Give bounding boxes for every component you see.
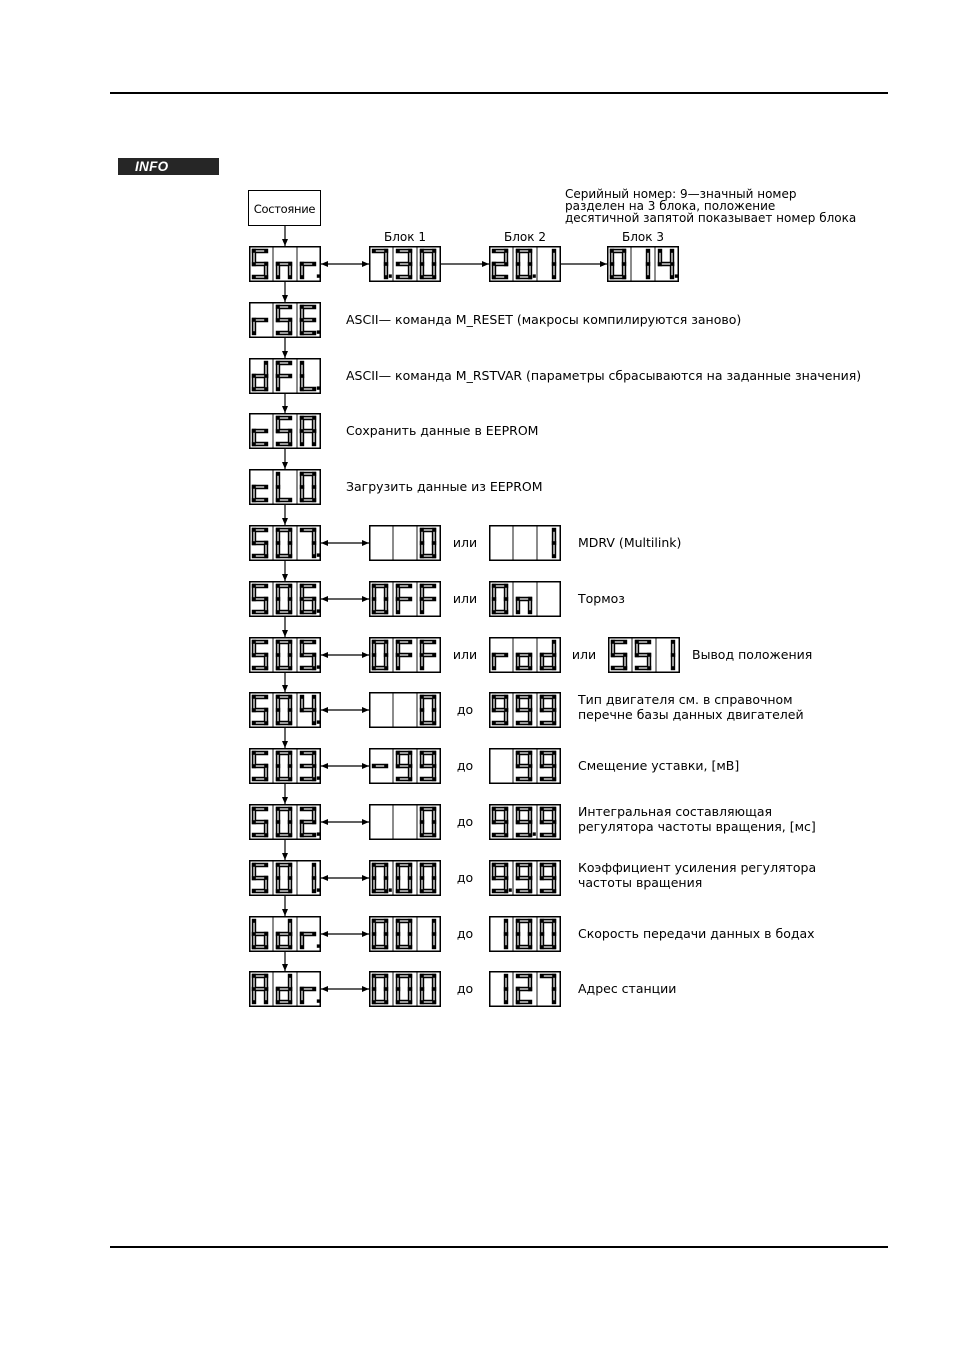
seven-segment-glyphs <box>607 246 679 282</box>
seven-segment-glyphs <box>489 916 561 952</box>
display-value-001 <box>369 916 441 952</box>
seven-segment-glyphs <box>489 525 561 561</box>
row-description: частоты вращения <box>578 875 703 890</box>
row-description: ASCII— команда M_RSTVAR (параметры сбрасываются на заданные значения) <box>346 368 862 383</box>
serial-note-line: Серийный номер: 9—значный номер <box>565 187 797 201</box>
range-word: до <box>456 981 474 996</box>
footer-rule <box>110 1246 888 1248</box>
display-value-off <box>369 581 441 617</box>
seven-segment-glyphs <box>249 525 321 561</box>
display-value-1 <box>489 525 561 561</box>
display-value-127 <box>489 971 561 1007</box>
display-s06 <box>249 581 321 617</box>
seven-segment-glyphs <box>369 860 441 896</box>
row-description: Тормоз <box>578 591 625 606</box>
display-s04 <box>249 692 321 728</box>
display-value-000 <box>369 971 441 1007</box>
seven-segment-glyphs <box>249 692 321 728</box>
seven-segment-glyphs <box>369 804 441 840</box>
display-value-99 <box>489 748 561 784</box>
block-label: Блок 1 <box>384 230 426 244</box>
seven-segment-glyphs <box>249 581 321 617</box>
row-description: ASCII— команда M_RESET (макросы компилируются заново) <box>346 312 742 327</box>
row-description: регулятора частоты вращения, [мс] <box>578 819 816 834</box>
display-value-off <box>369 637 441 673</box>
display-value-on <box>489 581 561 617</box>
display-rse <box>249 302 321 338</box>
seven-segment-glyphs <box>489 804 561 840</box>
display-value-9-99 <box>489 860 561 896</box>
row-description: Загрузить данные из EEPROM <box>346 479 543 494</box>
row-description: Коэффициент усиления регулятора <box>578 860 817 875</box>
seven-segment-glyphs <box>369 748 441 784</box>
display-value-99 <box>369 748 441 784</box>
seven-segment-glyphs <box>249 804 321 840</box>
range-word: до <box>456 926 474 941</box>
block-label: Блок 2 <box>504 230 546 244</box>
seven-segment-glyphs <box>249 637 321 673</box>
row-description: Тип двигателя см. в справочном <box>578 692 793 707</box>
seven-segment-glyphs <box>489 246 561 282</box>
seven-segment-glyphs <box>489 581 561 617</box>
seven-segment-glyphs <box>369 637 441 673</box>
range-word: или <box>452 647 478 662</box>
seven-segment-glyphs <box>369 971 441 1007</box>
seven-segment-glyphs <box>369 581 441 617</box>
serial-note-line: разделен на 3 блока, положение <box>565 199 776 213</box>
serial-note-line: десятичной запятой показывает номер блока <box>565 211 857 225</box>
seven-segment-glyphs <box>489 692 561 728</box>
seven-segment-glyphs <box>369 525 441 561</box>
display-value-0-00 <box>369 860 441 896</box>
display-bdr <box>249 916 321 952</box>
display-s03 <box>249 748 321 784</box>
seven-segment-glyphs <box>249 860 321 896</box>
display-s01 <box>249 860 321 896</box>
range-word: до <box>456 870 474 885</box>
display-value-99-9 <box>489 804 561 840</box>
range-word: до <box>456 758 474 773</box>
display-block-2 <box>489 246 561 282</box>
display-adr <box>249 971 321 1007</box>
row-description: перечне базы данных двигателей <box>578 707 804 722</box>
display-s05 <box>249 637 321 673</box>
info-badge: INFO <box>118 158 219 175</box>
display-value-ss1 <box>608 637 680 673</box>
seven-segment-glyphs <box>249 413 321 449</box>
range-word: или <box>452 591 478 606</box>
display-value-100 <box>489 916 561 952</box>
seven-segment-glyphs <box>249 971 321 1007</box>
range-word: до <box>456 814 474 829</box>
seven-segment-glyphs <box>489 860 561 896</box>
seven-segment-glyphs <box>369 916 441 952</box>
display-value-0 <box>369 804 441 840</box>
row-description: Смещение уставки, [мВ] <box>578 758 740 773</box>
seven-segment-glyphs <box>489 971 561 1007</box>
display-snr <box>249 246 321 282</box>
display-s07 <box>249 525 321 561</box>
range-word: до <box>456 702 474 717</box>
seven-segment-glyphs <box>249 302 321 338</box>
row-description: Адрес станции <box>578 981 677 996</box>
display-value-999 <box>489 692 561 728</box>
row-description: Скорость передачи данных в бодах <box>578 926 815 941</box>
row-description: Сохранить данные в EEPROM <box>346 423 539 438</box>
display-clo <box>249 469 321 505</box>
block-label: Блок 3 <box>622 230 664 244</box>
seven-segment-glyphs <box>249 246 321 282</box>
row-description: Интегральная составляющая <box>578 804 773 819</box>
seven-segment-glyphs <box>249 748 321 784</box>
seven-segment-glyphs <box>249 358 321 394</box>
seven-segment-glyphs <box>369 692 441 728</box>
seven-segment-glyphs <box>249 469 321 505</box>
status-start-box: Состояние <box>248 190 321 226</box>
range-word: или <box>571 647 597 662</box>
display-csa <box>249 413 321 449</box>
seven-segment-glyphs <box>608 637 680 673</box>
seven-segment-glyphs <box>249 916 321 952</box>
seven-segment-glyphs <box>489 748 561 784</box>
display-dfl <box>249 358 321 394</box>
display-value-0 <box>369 692 441 728</box>
display-value-rod <box>489 637 561 673</box>
row-description: MDRV (Multilink) <box>578 535 682 550</box>
seven-segment-glyphs <box>489 637 561 673</box>
range-word: или <box>452 535 478 550</box>
display-s02 <box>249 804 321 840</box>
display-block-3 <box>607 246 679 282</box>
display-block-1 <box>369 246 441 282</box>
display-value-0 <box>369 525 441 561</box>
seven-segment-glyphs <box>369 246 441 282</box>
row-description: Вывод положения <box>692 647 813 662</box>
